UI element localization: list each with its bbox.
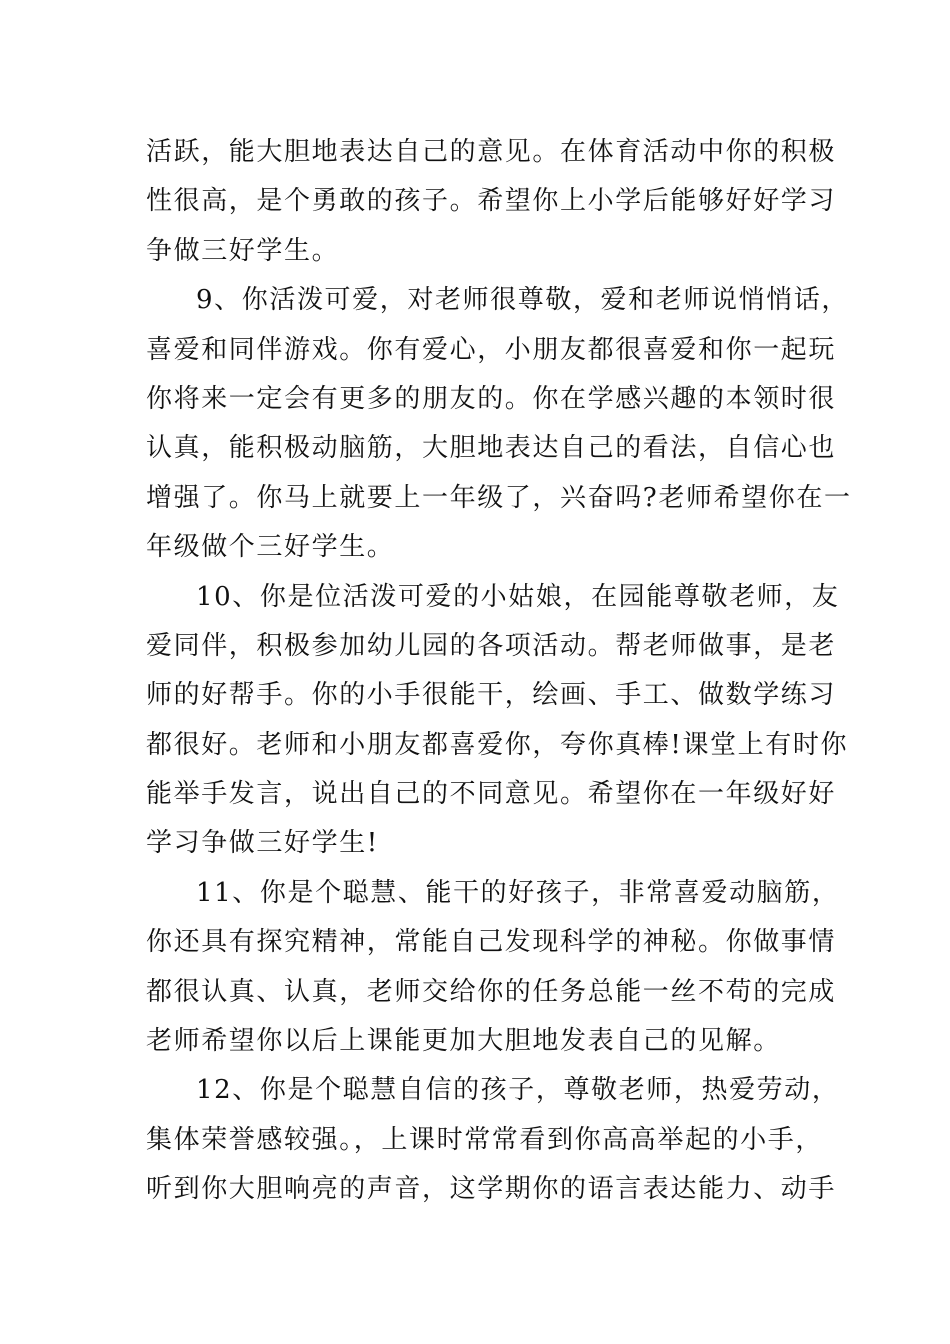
text-line: 师的好帮手。你的小手很能干，绘画、手工、做数学练习 [146, 680, 837, 711]
paragraph-first-line: 9、你活泼可爱，对老师很尊敬，爱和老师说悄悄话， [196, 285, 849, 316]
text-line: 学习争做三好学生! [146, 828, 379, 859]
text-line: 老师希望你以后上课能更加大胆地发表自己的见解。 [146, 1026, 781, 1057]
paragraph-first-line: 11、你是个聪慧、能干的好孩子，非常喜爱动脑筋， [196, 877, 840, 908]
text-line: 性很高，是个勇敢的孩子。希望你上小学后能够好好学习 [146, 186, 837, 217]
text-line: 认真，能积极动脑筋，大胆地表达自己的看法，自信心也 [146, 433, 837, 464]
text-line: 年级做个三好学生。 [146, 532, 395, 563]
text-line: 都很认真、认真，老师交给你的任务总能一丝不苟的完成 [146, 976, 837, 1007]
text-line: 增强了。你马上就要上一年级了，兴奋吗?老师希望你在一 [146, 482, 852, 513]
text-line: 活跃，能大胆地表达自己的意见。在体育活动中你的积极 [146, 137, 837, 167]
text-line: 爱同伴，积极参加幼儿园的各项活动。帮老师做事，是老 [146, 630, 837, 661]
text-line: 争做三好学生。 [146, 235, 340, 266]
text-line: 都很好。老师和小朋友都喜爱你，夸你真棒!课堂上有时你 [146, 729, 849, 760]
text-line: 喜爱和同伴游戏。你有爱心，小朋友都很喜爱和你一起玩 [146, 334, 837, 365]
document-body [146, 128, 852, 1215]
paragraph-first-line: 10、你是位活泼可爱的小姑娘，在园能尊敬老师，友 [196, 581, 840, 612]
paragraph-first-line: 12、你是个聪慧自信的孩子，尊敬老师，热爱劳动， [196, 1075, 840, 1106]
text-line: 集体荣誉感较强。，上课时常常看到你高高举起的小手， [146, 1124, 824, 1155]
text-line: 能举手发言，说出自己的不同意见。希望你在一年级好好 [146, 779, 837, 810]
text-line: 你将来一定会有更多的朋友的。你在学感兴趣的本领时很 [146, 383, 837, 414]
text-line: 你还具有探究精神，常能自己发现科学的神秘。你做事情 [146, 927, 837, 958]
text-line: 听到你大胆响亮的声音，这学期你的语言表达能力、动手 [146, 1174, 837, 1205]
